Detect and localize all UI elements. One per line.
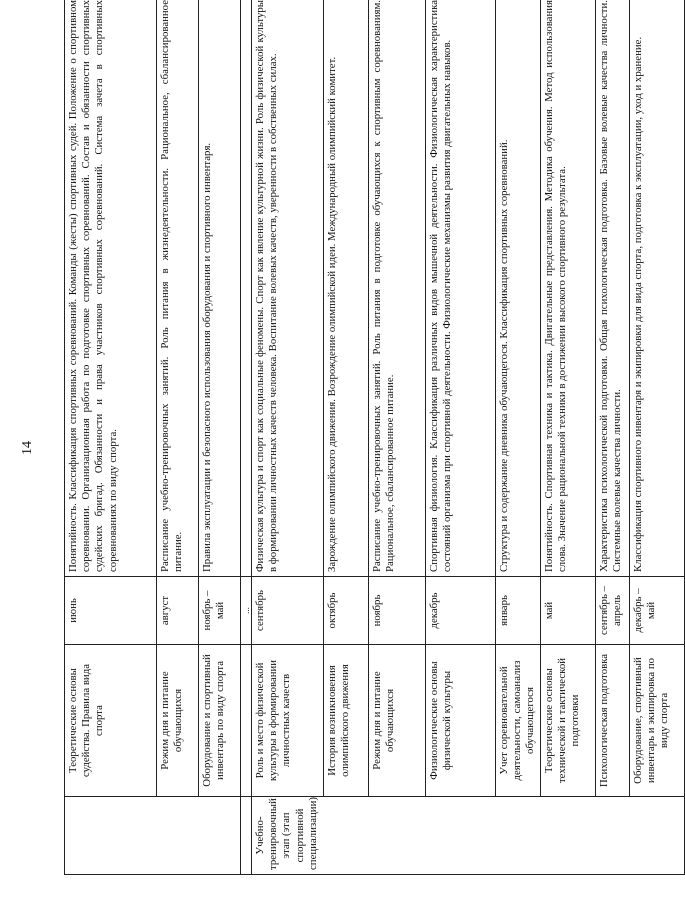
table-row (496, 0, 541, 875)
topic-cell: Режим дня и питание обучающихся (369, 645, 426, 797)
content-cell: Спортивная физиология. Классификация различных видов мышечной деятельности. Физиологическая характеристика состояний организма при спортивной деятельности. Физиологические механизмы развития двигательных навыков. (426, 0, 496, 577)
topic-cell: История возникновения олимпийского движения (324, 645, 369, 797)
month-cell: ноябрь (369, 577, 426, 645)
month-cell: октябрь (324, 577, 369, 645)
topic-cell: Теоретические основы судейства. Правила вида спорта (65, 645, 157, 797)
month-cell: сентябрь – апрель (596, 577, 630, 645)
table-row (596, 0, 630, 875)
month-cell: ноябрь – май (199, 577, 241, 645)
content-cell: Характеристика психологической подготовки. Общая психологическая подготовка. Базовые волевые качества личности. Системные волевые качества личности. (596, 0, 630, 577)
table-row (630, 0, 685, 875)
topic-cell: Психологическая подготовка (596, 645, 630, 797)
month-cell: январь (496, 577, 541, 645)
content-cell: Правила эксплуатации и безопасного использования оборудования и спортивного инвентаря. (199, 0, 241, 577)
table-row (541, 0, 596, 875)
ellipsis-cell: ... (241, 577, 252, 645)
ellipsis-cell (241, 0, 252, 577)
month-cell: декабрь – май (630, 577, 685, 645)
topic-cell: Учет соревновательной деятельности, самоанализ обучающегося (496, 645, 541, 797)
month-cell: июнь (65, 577, 157, 645)
stage-cell: Учебно-тренировочный этап (этап спортивной специализации) (252, 797, 685, 875)
topic-cell: Оборудование, спортивный инвентарь и экипировка по виду спорта (630, 645, 685, 797)
table-row (252, 0, 324, 875)
table-row (199, 0, 241, 875)
content-cell: Зарождение олимпийского движения. Возрождение олимпийской идеи. Международный олимпийский комитет. (324, 0, 369, 577)
topic-cell: Оборудование и спортивный инвентарь по виду спорта (199, 645, 241, 797)
table-row (369, 0, 426, 875)
content-cell: Классификация спортивного инвентаря и экипировки для вида спорта, подготовка к эксплуатации, уход и хранение. (630, 0, 685, 577)
table-row (426, 0, 496, 875)
stage-cell-previous (65, 797, 241, 875)
ellipsis-row (241, 0, 252, 875)
content-cell: Расписание учебно-тренировочных занятий. Роль питания в жизнедеятельности. Рациональное, сбалансированное питание. (157, 0, 199, 577)
page-number: 14 (20, 441, 35, 455)
month-cell: май (541, 577, 596, 645)
ellipsis-cell (241, 645, 252, 797)
content-cell: Понятийность. Классификация спортивных соревнований. Команды (жесты) спортивных судей. Положение о спортивном соревновании. Организационная работа по подготовке спортивных соревнований. Состав и обязанности спортивных судейских бригад. Обязанности и права участников спортивных соревнований. Система зачета в спортивных соревнованиях по виду спорта. (65, 0, 157, 577)
topic-cell: Режим дня и питание обучающихся (157, 645, 199, 797)
month-cell: декабрь (426, 577, 496, 645)
topic-cell: Теоретические основы технической и тактической подготовки (541, 645, 596, 797)
topic-cell: Роль и место физической культуры в формировании личностных качеств (252, 645, 324, 797)
table-row (324, 0, 369, 875)
table-row (157, 0, 199, 875)
month-cell: август (157, 577, 199, 645)
ellipsis-cell (241, 797, 252, 875)
content-cell: Расписание учебно-тренировочных занятий. Роль питания в подготовке обучающихся к спортивным соревнованиям. Рациональное, сбалансированное питание. (369, 0, 426, 577)
table-row (65, 0, 157, 875)
content-cell: Физическая культура и спорт как социальные феномены. Спорт как явление культурной жизни. Роль физической культуры в формировании личностных качеств человека. Воспитание волевых качеств, уверенности в собственных силах. (252, 0, 324, 577)
month-cell: сентябрь (252, 577, 324, 645)
content-cell: Структура и содержание дневника обучающегося. Классификация спортивных соревнований. (496, 0, 541, 577)
curriculum-table (64, 0, 685, 875)
topic-cell: Физиологические основы физической культуры (426, 645, 496, 797)
content-cell: Понятийность. Спортивная техника и тактика. Двигательные представления. Методика обучения. Метод использования слова. Значение рациональной техники в достижении высокого спортивного результата. (541, 0, 596, 577)
